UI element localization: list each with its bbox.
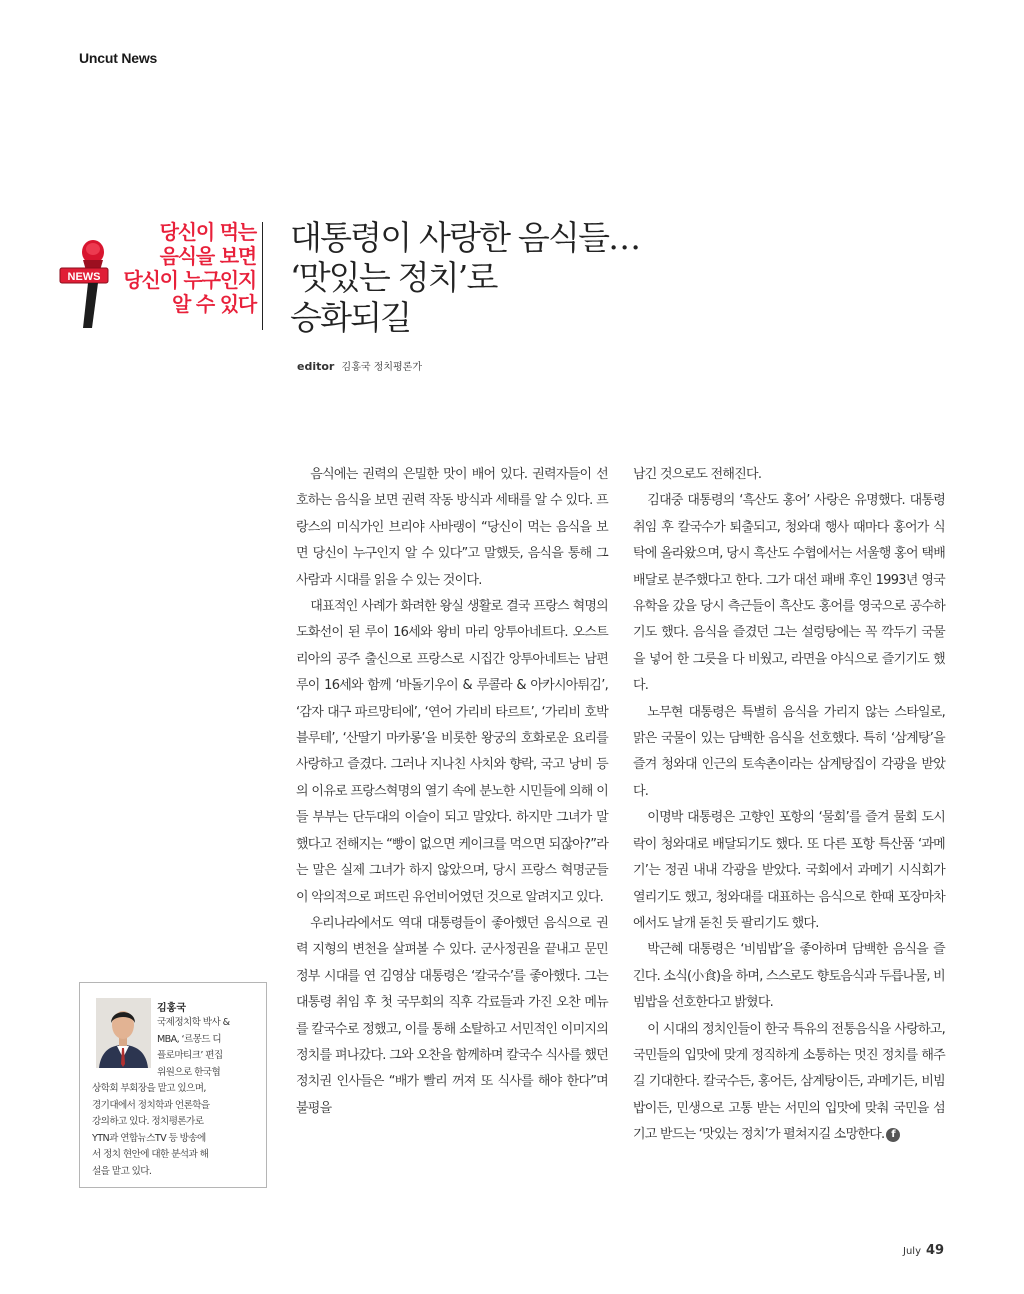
paragraph-continued: 남긴 것으로도 전해진다.	[633, 467, 762, 482]
folio-month: July	[903, 1246, 921, 1257]
author-bio-top	[157, 1015, 257, 1081]
kicker	[100, 220, 256, 316]
article-column-1	[296, 462, 608, 1122]
paragraph: 우리나라에서도 역대 대통령들이 좋아했던 음식으로 권력 지형의 변천을 살펴볼 수 있다. 군사정권을 끝내고 문민정부 시대를 연 김영삼 대통령은 ‘칼국수’를 좋아했다. 그는 대통령 취임 후 첫 국무회의 직후 각료들과 가진 오찬 메뉴를 칼국수로 정했고, 이를 통해 소탈하고 서민적인 이미지의 정치를 펴나갔다. 그와 오찬을 함께하며 칼국수 식사를 했던 정치권 인사들은 “배가 빨리 꺼져 또 식사를 해야 한다”며 불평을	[296, 915, 608, 1116]
folio	[903, 1243, 944, 1258]
paragraph: 박근혜 대통령은 ‘비빔밥’을 좋아하며 담백한 음식을 즐긴다. 소식(小食)을 하며, 스스로도 향토음식과 두릅나물, 비빔밥을 선호한다고 밝혔다.	[633, 942, 945, 1011]
section-tag: Uncut News	[79, 50, 158, 66]
divider	[262, 222, 263, 330]
byline-name: 김홍국 정치평론가	[341, 362, 423, 373]
bio-line: 강의하고 있다. 정치평론가로	[92, 1116, 204, 1127]
bio-line: 플로마티크’ 편집	[157, 1050, 223, 1061]
author-name: 김홍국	[157, 1003, 186, 1014]
byline-label: editor	[297, 360, 335, 373]
kicker-line: 음식을 보면	[159, 244, 256, 268]
headline-line: 승화되길	[290, 298, 411, 337]
bio-line: 국제정치학 박사 &	[157, 1017, 230, 1028]
headline-line: ‘맛있는 정치’로	[290, 258, 497, 297]
kicker-line: 당신이 누구인지	[123, 268, 256, 292]
bio-line: 서 정치 현안에 대한 분석과 해	[92, 1149, 209, 1160]
paragraph: 이명박 대통령은 고향인 포항의 ‘물회’를 즐겨 물회 도시락이 청와대로 배달되기도 했다. 또 다른 포항 특산품 ‘과메기’는 정권 내내 각광을 받았다. 국회에서 과메기 시식회가 열리기도 했고, 청와대를 대표하는 음식으로 한때 포장마차에서도 날개 돋친 듯 팔리기도 했다.	[633, 810, 945, 931]
author-bio-box	[79, 982, 267, 1188]
kicker-line: 알 수 있다	[171, 292, 256, 316]
author-photo	[96, 998, 151, 1068]
bio-line: 위원으로 한국협	[157, 1066, 221, 1078]
paragraph-last	[633, 1017, 945, 1149]
paragraph: 대표적인 사례가 화려한 왕실 생활로 결국 프랑스 혁명의 도화선이 된 루이 16세와 왕비 마리 앙투아네트다. 오스트리아의 공주 출신으로 프랑스로 시집간 앙투아네트는 남편 루이 16세와 함께 ‘바돌기우이 & 루콜라 & 아카시아튀김’, ‘감자 대구 파르망티에’, ‘연어 가리비 타르트’, ‘가리비 호박 블루테’, ‘산딸기 마카롱’을 비롯한 왕궁의 호화로운 요리를 사랑하고 즐겼다. 그러나 지나친 사치와 향락, 국고 낭비 등의 이유로 프랑스혁명의 열기 속에 분노한 시민들에 의해 이들 부부는 단두대의 이슬이 되고 말았다. 하지만 그녀가 말했다고 전해지는 “빵이 없으면 케이크를 먹으면 되잖아?”라는 말은 실제 그녀가 하지 않았으며, 당시 프랑스 혁명군들이 악의적으로 퍼뜨린 유언비어였던 것으로 알려지고 있다.	[296, 599, 608, 905]
byline	[297, 358, 422, 373]
page-number: 49	[925, 1243, 945, 1258]
paragraph: 음식에는 권력의 은밀한 맛이 배어 있다. 권력자들이 선호하는 음식을 보면 권력 작동 방식과 세태를 알 수 있다. 프랑스의 미식가인 브리야 사바랭이 “당신이 먹는 음식을 보면 당신이 누구인지 알 수 있다”고 말했듯, 음식을 통해 그 사람과 시대를 읽을 수 있는 것이다.	[296, 467, 608, 588]
kicker-line: 당신이 먹는	[159, 220, 256, 244]
bio-line: YTN과 연합뉴스TV 등 방송에	[92, 1132, 206, 1144]
bio-line: 상학회 부회장을 맡고 있으며,	[92, 1083, 206, 1094]
bio-line: MBA, ‘르몽드 디	[157, 1033, 222, 1045]
bio-line: 설을 맡고 있다.	[92, 1165, 152, 1177]
headline	[290, 218, 710, 338]
paragraph-text: 이 시대의 정치인들이 한국 특유의 전통음식을 사랑하고, 국민들의 입맛에 맞게 정직하게 소통하는 멋진 정치를 해주길 기대한다. 칼국수든, 홍어든, 삼계탕이든, 과메기든, 비빔밥이든, 민생으로 고통 받는 서민의 입맛에 맞춰 국민을 섬기고 받드는 ‘맛있는 정치’가 펼쳐지길 소망한다.	[633, 1021, 945, 1143]
paragraph: 김대중 대통령의 ‘흑산도 홍어’ 사랑은 유명했다. 대통령 취임 후 칼국수가 퇴출되고, 청와대 행사 때마다 홍어가 식탁에 올라왔으며, 당시 흑산도 수협에서는 서울행 홍어 택배 배달로 분주했다고 한다. 그가 대선 패배 후인 1993년 영국 유학을 갔을 당시 측근들이 흑산도 홍어를 영국으로 공수하기도 했다. 음식을 즐겼던 그는 설렁탕에는 꼭 깍두기 국물을 넣어 한 그릇을 다 비웠고, 라면을 야식으로 즐기기도 했다.	[633, 493, 945, 694]
bio-line: 경기대에서 정치학과 언론학을	[92, 1099, 210, 1111]
paragraph: 노무현 대통령은 특별히 음식을 가리지 않는 스타일로, 맑은 국물이 있는 담백한 음식을 선호했다. 특히 ‘삼계탕’을 즐겨 청와대 인근의 토속촌이라는 삼계탕집이 각광을 받았다.	[633, 704, 945, 799]
end-mark-icon: f	[886, 1128, 900, 1142]
author-bio-bottom	[92, 1081, 260, 1180]
mic-label: NEWS	[67, 271, 101, 283]
headline-line: 대통령이 사랑한 음식들…	[290, 218, 640, 257]
article-column-2	[633, 462, 945, 1149]
